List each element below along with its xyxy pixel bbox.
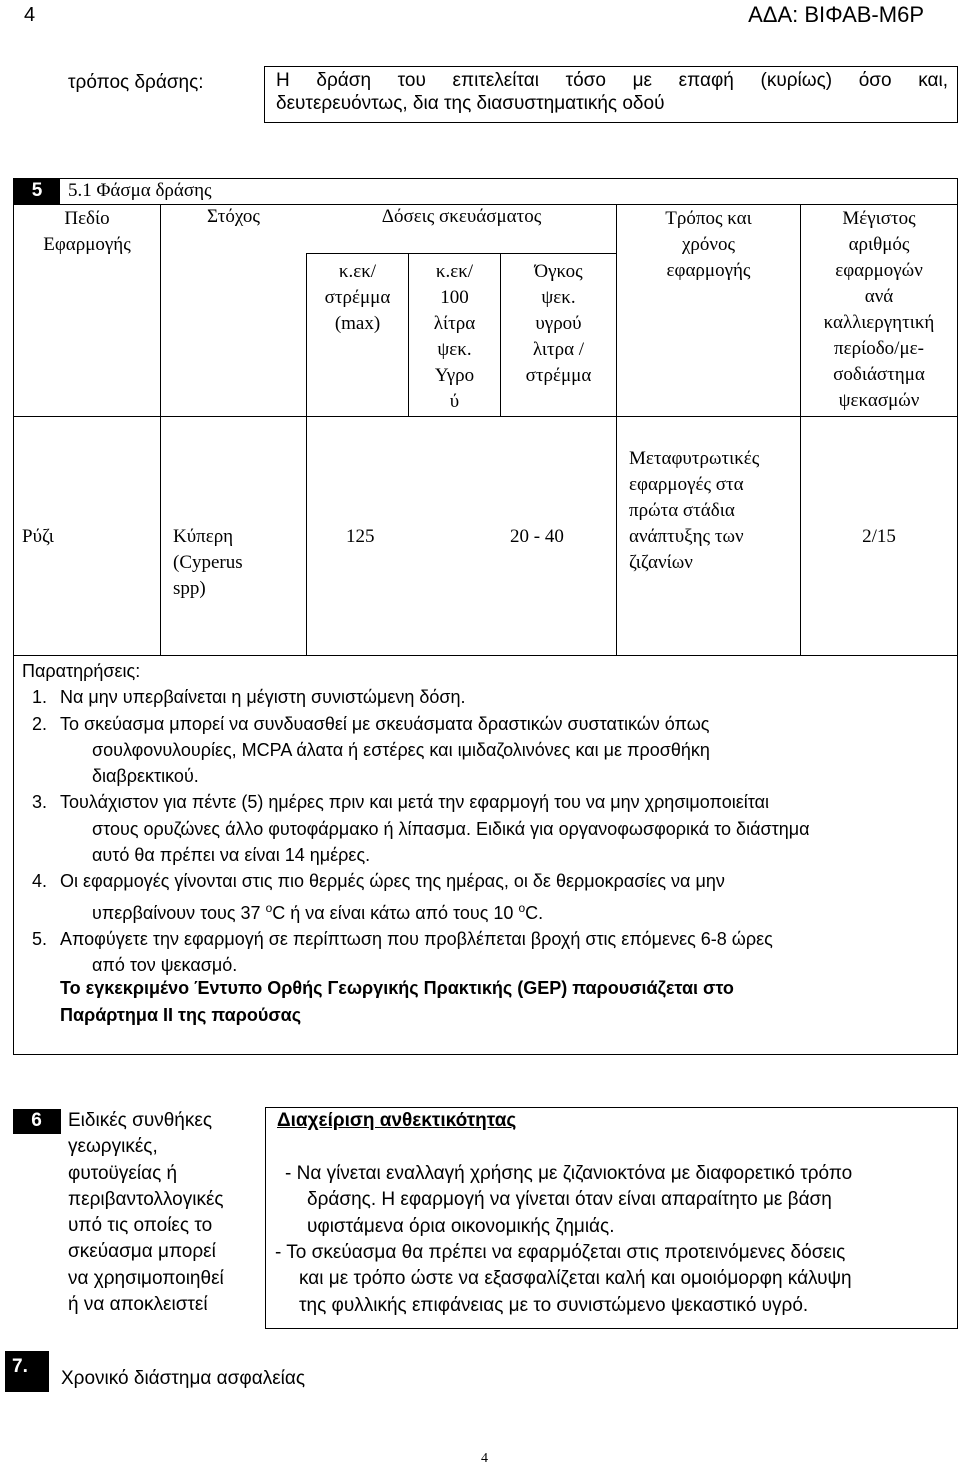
mode-of-action-line1: Η δράση του επιτελείται τόσο με επαφή (κυρίως) όσο και, — [276, 70, 948, 91]
header-max-apps-l8: ψεκασμών — [838, 390, 920, 411]
rule — [264, 122, 958, 123]
section-6-b1-l2: δράσης. Η εφαρμογή να γίνεται όταν είναι απαραίτητο με βάση — [307, 1189, 832, 1211]
header-max-apps-l7: σοδιάστημα — [833, 364, 925, 385]
header-volume-l2: ψεκ. — [541, 287, 576, 308]
section-7-label: Χρονικό διάστημα ασφαλείας — [61, 1368, 306, 1389]
row-method-l5: ζιζανίων — [629, 552, 693, 573]
row-target-l3: spp) — [173, 578, 206, 599]
header-dose-stremma-l2: στρέμμα — [324, 287, 391, 308]
gep-line-1: Το εγκεκριμένο Έντυπο Ορθής Γεωργικής Πρακτικής (GEP) παρουσιάζεται στο — [60, 978, 734, 998]
header-method-l1: Τρόπος και — [665, 208, 752, 229]
section-5-title: 5.1 Φάσμα δράσης — [68, 180, 212, 201]
note-3-number: 3. — [32, 792, 48, 813]
note-1-text: Να μην υπερβαίνεται η μέγιστη συνιστώμενη δόση. — [60, 687, 466, 708]
section-5-number: 5 — [31, 180, 43, 201]
rule — [264, 66, 265, 123]
header-dose-100l-l5: Υγρο — [434, 365, 475, 386]
section-6-number: 6 — [31, 1110, 42, 1131]
header-dose-100l-l1: κ.εκ/ — [435, 261, 474, 282]
note-3-l1: Τουλάχιστον για πέντε (5) ημέρες πριν και μετά την εφαρμογή του να μην χρησιμοποιείται — [60, 792, 770, 813]
row-method-l2: εφαρμογές στα — [629, 474, 744, 495]
header-max-apps-l4: ανά — [864, 286, 894, 307]
note-1-number: 1. — [32, 687, 48, 708]
header-method-l2: χρόνος — [681, 234, 736, 255]
header-max-apps-l6: περίοδο/με- — [834, 338, 924, 359]
row-target-l1: Κύπερη — [173, 526, 234, 547]
note-5-number: 5. — [32, 928, 48, 949]
gep-line-2: Παράρτημα ΙΙ της παρούσας — [60, 1005, 302, 1025]
header-dose-100l-l2: 100 — [440, 287, 469, 308]
row-dose: 125 — [346, 526, 375, 547]
section-6-heading: Διαχείριση ανθεκτικότητας — [277, 1110, 517, 1131]
note-2-l3: διαβρεκτικού. — [92, 766, 199, 787]
note-2-l2: σουλφονυλουρίες, MCPA άλατα ή εστέρες και ιμιδαζολινόνες και με προσθήκη — [92, 739, 710, 760]
note-4-number: 4. — [32, 871, 48, 892]
note-3-l2: στους ορυζώνες άλλο φυτοφάρμακο ή λίπασμα. Ειδικά για οργανοφωσφορικά το διάστημα — [92, 818, 810, 839]
note-4-l2b: C ή να είναι κάτω από τους 10 — [272, 902, 519, 923]
header-method-l3: εφαρμογής — [666, 260, 751, 281]
header-volume-l5: στρέμμα — [525, 365, 592, 386]
header-dose-stremma-l3: (max) — [334, 313, 381, 334]
section-6-left-l5: υπό τις οποίες το — [68, 1215, 213, 1237]
note-4-degree-1: o — [265, 900, 273, 915]
section-6-b1-l3: υφιστάμενα όρια οικονομικής ζημιάς. — [307, 1215, 615, 1237]
note-2-number: 2. — [32, 713, 48, 734]
header-volume-l4: λιτρα / — [532, 339, 585, 360]
header-dose-100l-l4: ψεκ. — [437, 339, 472, 360]
header-max-apps-l3: εφαρμογών — [835, 260, 923, 281]
section-6-b2-l1: - Το σκεύασμα θα πρέπει να εφαρμόζεται στις προτεινόμενες δόσεις — [275, 1242, 846, 1263]
section-6-left-l2: γεωργικές, — [68, 1136, 158, 1158]
header-dose-stremma-l1: κ.εκ/ — [338, 261, 377, 282]
header-field-l2: Εφαρμογής — [43, 234, 131, 255]
note-2-l1: Το σκεύασμα μπορεί να συνδυασθεί με σκευάσματα δραστικών συστατικών όπως — [60, 713, 710, 734]
header-max-apps-l1: Μέγιστος — [842, 208, 916, 229]
header-target: Στόχος — [207, 206, 260, 227]
header-volume-l3: υγρού — [535, 313, 582, 334]
row-method-l3: πρώτα στάδια — [629, 500, 735, 521]
note-4-l2c: C. — [525, 902, 544, 923]
note-4-degree-2: o — [518, 900, 526, 915]
section-6-left-l6: σκεύασμα μπορεί — [68, 1241, 216, 1263]
section-6-left-l1: Ειδικές συνθήκες — [68, 1110, 212, 1131]
note-4-l1: Οι εφαρμογές γίνονται στις πιο θερμές ώρες της ημέρας, οι δε θερμοκρασίες να μην — [60, 871, 725, 892]
section-6-left-l8: ή να αποκλειστεί — [68, 1294, 208, 1316]
header-doses: Δόσεις σκευάσματος — [381, 206, 542, 227]
note-5-l1: Αποφύγετε την εφαρμογή σε περίπτωση που προβλέπεται βροχή στις επόμενες 6-8 ώρες — [60, 928, 773, 949]
mode-of-action-label: τρόπος δράσης: — [68, 72, 204, 93]
header-max-apps-l5: καλλιεργητική — [823, 312, 935, 333]
row-volume: 20 - 40 — [510, 526, 564, 547]
notes-label: Παρατηρήσεις: — [22, 661, 141, 681]
section-6-left-l4: περιβαντολλογικές — [68, 1188, 224, 1210]
row-max-apps: 2/15 — [862, 526, 896, 547]
note-3-l3: αυτό θα πρέπει να είναι 14 ημέρες. — [92, 845, 371, 866]
section-6-left-l3: φυτοϋγείας ή — [68, 1162, 178, 1184]
row-target-l2: (Cyperus — [173, 552, 243, 573]
header-field-l1: Πεδίο — [64, 208, 110, 229]
note-4-l2a: υπερβαίνουν τους 37 — [92, 902, 266, 923]
notes-block — [22, 658, 952, 979]
rule — [264, 66, 958, 67]
section-7-number: 7. — [12, 1356, 28, 1377]
section-6-left-l7: να χρησιμοποιηθεί — [68, 1267, 224, 1289]
header-dose-100l-l6: ύ — [449, 391, 460, 412]
header-page-number: 4 — [24, 4, 36, 26]
section-6-b1-l1: - Να γίνεται εναλλαγή χρήσης με ζιζανιοκτόνα με διαφορετικό τρόπο — [285, 1163, 853, 1184]
mode-of-action-line2: δευτερευόντως, δια της διασυστηματικής οδού — [276, 93, 665, 114]
row-method-l4: ανάπτυξης των — [629, 526, 744, 547]
row-method-l1: Μεταφυτρωτικές — [629, 448, 760, 469]
note-5-l2: από τον ψεκασμό. — [92, 955, 238, 976]
section-6-b2-l2: και με τρόπο ώστε να εξασφαλίζεται καλή και ομοιόμορφη κάλυψη — [299, 1268, 852, 1290]
row-crop: Ρύζι — [22, 526, 54, 547]
section-6-b2-l3: της φυλλικής επιφάνειας με το συνιστώμενο ψεκαστικό υγρό. — [299, 1294, 809, 1316]
header-max-apps-l2: αριθμός — [848, 234, 910, 255]
header-dose-100l-l3: λίτρα — [433, 313, 476, 334]
rule — [957, 66, 958, 123]
header-ada: ΑΔΑ: ΒΙΦΑΒ-Μ6Ρ — [748, 2, 924, 27]
footer-page-number: 4 — [481, 1451, 488, 1466]
header-volume-l1: Όγκος — [534, 261, 583, 282]
